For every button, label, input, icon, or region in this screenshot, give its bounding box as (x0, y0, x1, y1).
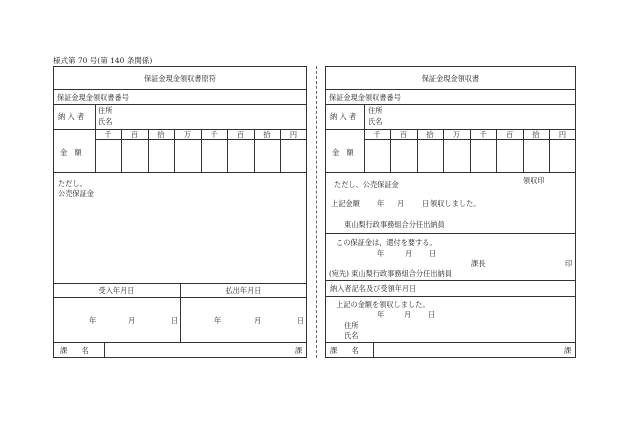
right-digit: 百 (399, 130, 408, 139)
payer-receipt-year: 年 (377, 310, 385, 319)
left-received-month: 月 (128, 316, 136, 325)
left-digit: 千 (104, 130, 112, 139)
left-digit: 千 (210, 130, 218, 139)
received-line-text: 領収しました。 (430, 199, 481, 208)
right-digit: 万 (452, 130, 461, 139)
left-digit: 百 (130, 130, 139, 139)
right-digit: 拾 (426, 130, 434, 139)
left-received-date-label: 受入年月日 (98, 286, 135, 295)
right-digit: 千 (373, 130, 381, 139)
left-payer-label: 納 入 者 (58, 112, 85, 121)
right-name-label: 氏名 (368, 117, 383, 126)
right-amount-label: 金 額 (332, 148, 354, 157)
left-paid-day: 日 (297, 316, 305, 325)
refund-month: 月 (405, 249, 413, 258)
left-digit: 万 (183, 130, 192, 139)
received-line-label: 上記金額 (331, 199, 360, 208)
left-paid-month: 月 (254, 316, 262, 325)
cut-line (316, 66, 317, 358)
right-name-label-2: 氏名 (344, 331, 359, 340)
left-section-label: 課 名 (60, 346, 89, 355)
right-address-label: 住所 (368, 106, 383, 115)
right-address-label-2: 住所 (344, 321, 359, 330)
left-paid-year: 年 (214, 316, 222, 325)
right-receipt-number-label: 保証金現金領収書番号 (329, 93, 401, 102)
left-note-line2: 公売保証金 (58, 189, 94, 198)
chief-label: 課長 (471, 259, 486, 268)
payer-receipt-label: 納入者記名及び受領年月日 (330, 284, 417, 293)
left-digit: 百 (236, 130, 245, 139)
collector: 東山梨行政事務組合分任出納員 (344, 220, 445, 229)
left-name-label: 氏名 (98, 117, 113, 126)
right-section-label: 課 名 (330, 346, 359, 355)
seal-label: 印 (565, 259, 573, 268)
received-line-day: 日 (422, 199, 430, 208)
right-form (325, 66, 576, 358)
received-line-month: 月 (397, 199, 405, 208)
right-title: 保証金現金領収書 (421, 74, 480, 83)
left-amount-label: 金 額 (60, 148, 82, 157)
left-title: 保証金現金領収書原符 (144, 74, 216, 83)
form-number: 様式第 70 号(第 140 条関係) (53, 56, 153, 65)
left-digit: 円 (289, 130, 298, 139)
payer-receipt-day: 日 (428, 310, 436, 319)
right-digit: 百 (505, 130, 514, 139)
left-note-line1: ただし、 (58, 179, 87, 188)
right-note: ただし、公売保証金 (334, 180, 399, 189)
left-section-suffix: 課 (295, 346, 303, 355)
right-payer-label: 納 入 者 (330, 112, 357, 121)
left-received-year: 年 (89, 316, 97, 325)
left-paid-date-label: 払出年月日 (225, 286, 262, 295)
refund-year: 年 (377, 249, 385, 258)
received-line-year: 年 (377, 199, 385, 208)
left-address-label: 住所 (98, 106, 113, 115)
left-receipt-number-label: 保証金現金領収書番号 (57, 93, 129, 102)
refund-notice: この保証金は，還付を要する。 (336, 238, 437, 247)
receipt-seal-label: 領収印 (523, 176, 545, 185)
right-section-suffix: 課 (564, 346, 572, 355)
payer-receipt-month: 月 (404, 310, 412, 319)
left-digit: 拾 (157, 130, 165, 139)
refund-day: 日 (429, 249, 437, 258)
addressee: (宛先) 東山梨行政事務組合分任出納員 (329, 269, 452, 278)
left-received-day: 日 (171, 316, 179, 325)
right-digit: 千 (479, 130, 487, 139)
left-digit: 拾 (263, 130, 271, 139)
right-digit: 拾 (532, 130, 540, 139)
payer-receipt-text: 上記の金額を領収しました。 (336, 300, 430, 309)
right-digit: 円 (558, 130, 567, 139)
